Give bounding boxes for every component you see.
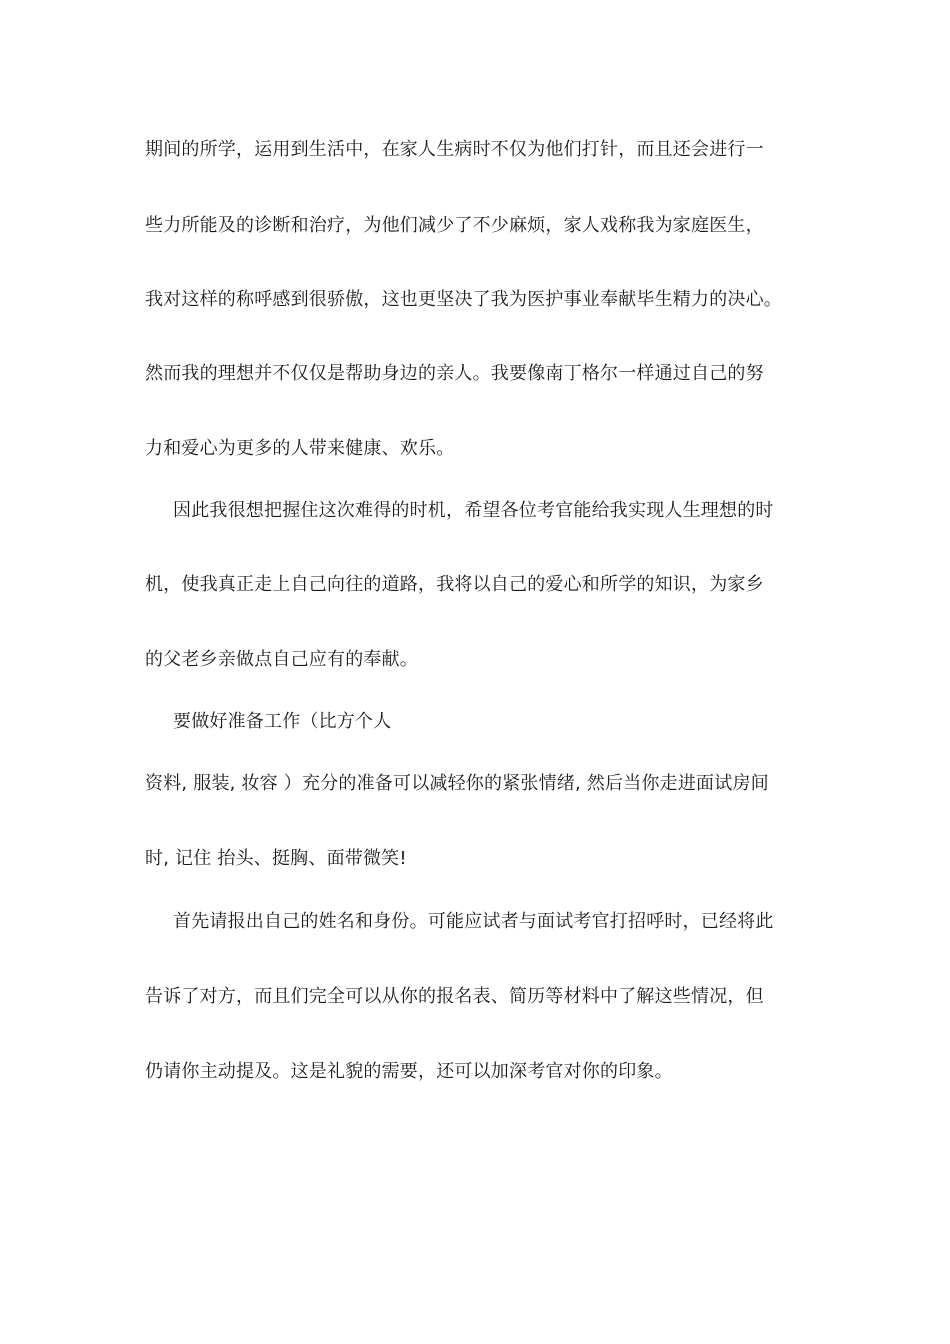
paragraph-4-line-1: 首先请报出自己的姓名和身份。可能应试者与面试考官打招呼时，已经将此 (173, 911, 774, 932)
paragraph-3-line-1: 要做好准备工作（比方个人 (173, 711, 392, 732)
paragraph-1-line-3: 我对这样的称呼感到很骄傲，这也更坚决了我为医护事业奉献毕生精力的决心。 (145, 289, 782, 310)
paragraph-2-line-2: 机，使我真正走上自己向往的道路，我将以自己的爱心和所学的知识，为家乡 (145, 574, 764, 595)
paragraph-2-line-3: 的父老乡亲做点自己应有的奉献。 (145, 649, 418, 670)
paragraph-2-line-1: 因此我很想把握住这次难得的时机，希望各位考官能给我实现人生理想的时 (173, 500, 774, 521)
paragraph-1-line-5: 力和爱心为更多的人带来健康、欢乐。 (145, 438, 455, 459)
paragraph-1-line-1: 期间的所学，运用到生活中，在家人生病时不仅为他们打针，而且还会进行一 (145, 139, 764, 160)
paragraph-3-line-2: 资料, 服装, 妆容 ）充分的准备可以减轻你的紧张情绪, 然后当你走进面试房间 (145, 773, 769, 794)
paragraph-4-line-2: 告诉了对方，而且们完全可以从你的报名表、简历等材料中了解这些情况，但 (145, 986, 764, 1007)
paragraph-3-line-3: 时, 记住 抬头、挺胸、面带微笑! (145, 848, 407, 869)
paragraph-4-line-3: 仍请你主动提及。这是礼貌的需要，还可以加深考官对你的印象。 (145, 1061, 673, 1082)
paragraph-1-line-4: 然而我的理想并不仅仅是帮助身边的亲人。我要像南丁格尔一样通过自己的努 (145, 363, 764, 384)
paragraph-1-line-2: 些力所能及的诊断和治疗，为他们减少了不少麻烦，家人戏称我为家庭医生， (145, 215, 764, 236)
